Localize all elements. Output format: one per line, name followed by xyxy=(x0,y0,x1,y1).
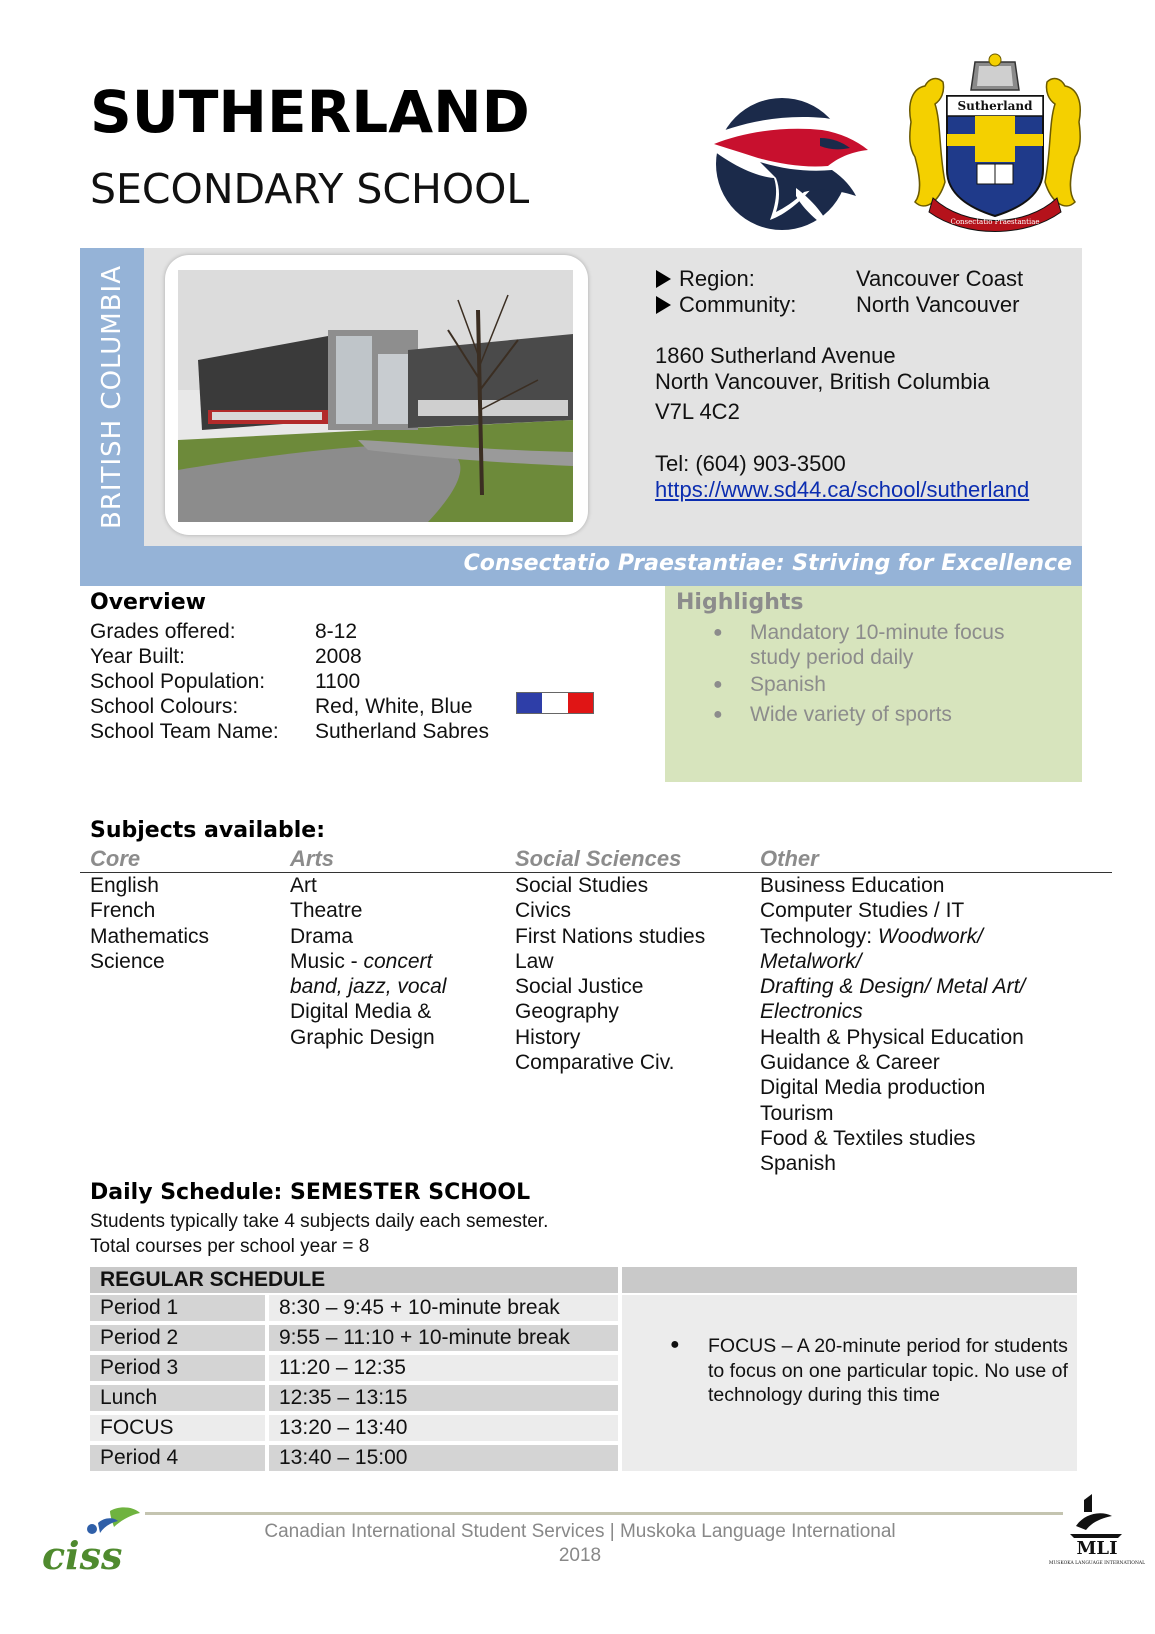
sabres-logo-icon xyxy=(700,92,890,232)
list-item: Tourism xyxy=(760,1101,834,1125)
overview-value: Red, White, Blue xyxy=(315,695,473,718)
mli-logo-text: MLI xyxy=(1076,1538,1118,1559)
social-sciences-list xyxy=(515,873,705,1075)
list-item: Law xyxy=(515,949,554,973)
list-item: English xyxy=(90,874,159,897)
overview-label: School Team Name: xyxy=(90,720,279,743)
school-colours-flag-icon xyxy=(516,692,594,714)
list-item: Science xyxy=(90,949,165,973)
list-item: Theatre xyxy=(290,899,363,923)
list-item xyxy=(760,924,1025,949)
flag-stripe-red xyxy=(568,693,593,713)
mli-logo-icon xyxy=(1048,1490,1146,1570)
schedule-time: 13:20 – 13:40 xyxy=(269,1415,618,1441)
address-line-1: 1860 Sutherland Avenue xyxy=(655,343,896,368)
footer-divider xyxy=(145,1512,1063,1515)
schedule-period: Period 2 xyxy=(90,1325,265,1351)
bullet-icon: ● xyxy=(670,1336,680,1353)
ciss-logo-icon xyxy=(40,1505,145,1578)
list-item: Food & Textiles studies xyxy=(760,1126,976,1150)
mli-logo-subtext: MUSKOKA LANGUAGE INTERNATIONAL xyxy=(1048,1561,1146,1566)
school-motto: Consectatio Praestantiae: Striving for Excellence xyxy=(463,551,1072,576)
highlight-item: Mandatory 10-minute focus study period daily xyxy=(750,621,1005,669)
overview-label: School Population: xyxy=(90,670,266,693)
subject-detail: concert xyxy=(363,949,433,973)
overview-value: Sutherland Sabres xyxy=(315,720,489,743)
schedule-time: 12:35 – 13:15 xyxy=(269,1385,618,1411)
schedule-time: 8:30 – 9:45 + 10-minute break xyxy=(269,1295,618,1321)
overview-value: 1100 xyxy=(315,670,361,693)
school-website-link[interactable]: https://www.sd44.ca/school/sutherland xyxy=(655,477,1030,502)
community-value: North Vancouver xyxy=(856,292,1020,317)
list-item: Health & Physical Education xyxy=(760,1025,1024,1049)
subject-detail: Woodwork/ xyxy=(877,924,983,948)
subject-name: Music - xyxy=(290,949,364,973)
schedule-period: Lunch xyxy=(90,1385,265,1411)
focus-note-text: FOCUS – A 20-minute period for students to focus on one particular topic. No use of technology during this time xyxy=(708,1335,1068,1406)
schedule-table-header-blank xyxy=(622,1267,1077,1293)
overview-label: School Colours: xyxy=(90,695,239,718)
highlight-item: Spanish xyxy=(750,673,826,696)
school-crest-logo-icon xyxy=(905,52,1085,237)
list-item: Metalwork/ xyxy=(760,949,862,973)
bullet-icon: ● xyxy=(713,676,723,693)
list-item: Digital Media & xyxy=(290,1000,432,1024)
community-row xyxy=(656,292,796,318)
region-value: Vancouver Coast xyxy=(856,266,1024,291)
bullet-icon: ● xyxy=(713,624,723,641)
core-subjects-list xyxy=(90,873,209,974)
crest-name-text: Sutherland xyxy=(957,99,1033,113)
schedule-period: Period 4 xyxy=(90,1445,265,1471)
schedule-time: 9:55 – 11:10 + 10-minute break xyxy=(269,1325,618,1351)
list-item: Social Justice xyxy=(515,975,644,999)
schedule-time: 13:40 – 15:00 xyxy=(269,1445,618,1471)
list-item: First Nations studies xyxy=(515,924,706,948)
region-row xyxy=(656,266,755,292)
list-item: Civics xyxy=(515,899,571,923)
footer-text xyxy=(200,1520,960,1568)
list-item: Social Studies xyxy=(515,874,649,897)
community-label: Community: xyxy=(679,292,797,317)
school-type-subtitle: SECONDARY SCHOOL xyxy=(90,165,530,213)
province-label-container xyxy=(80,248,144,546)
schedule-period: Period 1 xyxy=(90,1295,265,1321)
column-header-core: Core xyxy=(90,846,141,871)
list-item: Business Education xyxy=(760,874,945,897)
list-item: Guidance & Career xyxy=(760,1051,940,1075)
list-item: History xyxy=(515,1025,581,1049)
highlights-heading: Highlights xyxy=(676,590,804,615)
other-subjects-list xyxy=(760,873,1025,1177)
list-item: band, jazz, vocal xyxy=(290,975,447,999)
list-item: Digital Media production xyxy=(760,1076,986,1100)
list-item: Spanish xyxy=(760,1152,836,1176)
flag-stripe-white xyxy=(542,693,567,713)
overview-value: 8-12 xyxy=(315,620,358,643)
flag-stripe-blue xyxy=(517,693,542,713)
address-line-2: North Vancouver, British Columbia xyxy=(655,369,990,394)
school-building-photo xyxy=(178,270,573,522)
list-item: Drafting & Design/ Metal Art/ xyxy=(760,975,1026,999)
triangle-bullet-icon xyxy=(656,270,671,288)
subject-name: Technology: xyxy=(760,924,878,948)
list-item: Comparative Civ. xyxy=(515,1051,675,1075)
triangle-bullet-icon xyxy=(656,296,671,314)
column-header-arts: Arts xyxy=(290,846,335,871)
list-item: Drama xyxy=(290,924,354,948)
schedule-table-title: REGULAR SCHEDULE xyxy=(90,1267,618,1293)
schedule-period: FOCUS xyxy=(90,1415,265,1441)
footer-line-1: Canadian International Student Services | Muskoka Language International xyxy=(264,1521,896,1542)
list-item: French xyxy=(90,899,156,923)
list-item xyxy=(290,949,446,974)
schedule-heading: Daily Schedule: SEMESTER SCHOOL xyxy=(90,1180,531,1205)
list-item: Computer Studies / IT xyxy=(760,899,965,923)
school-name-title: SUTHERLAND xyxy=(90,78,530,146)
highlight-item: Wide variety of sports xyxy=(750,703,952,726)
arts-subjects-list xyxy=(290,873,446,1050)
list-item: Geography xyxy=(515,1000,619,1024)
schedule-period: Period 3 xyxy=(90,1355,265,1381)
schedule-description-1: Students typically take 4 subjects daily each semester. xyxy=(90,1211,549,1232)
region-label: Region: xyxy=(679,266,755,291)
list-item: Electronics xyxy=(760,1000,863,1024)
column-header-social-sciences: Social Sciences xyxy=(515,846,682,871)
list-item: Art xyxy=(290,874,317,897)
address-line-3: V7L 4C2 xyxy=(655,399,740,424)
overview-label: Grades offered: xyxy=(90,620,236,643)
schedule-description-2: Total courses per school year = 8 xyxy=(90,1236,370,1257)
schedule-time: 11:20 – 12:35 xyxy=(269,1355,618,1381)
overview-heading: Overview xyxy=(90,590,206,615)
ciss-logo-text: ciss xyxy=(42,1533,123,1578)
bullet-icon: ● xyxy=(713,706,723,723)
list-item: Mathematics xyxy=(90,924,210,948)
telephone: Tel: (604) 903-3500 xyxy=(655,451,846,476)
overview-label: Year Built: xyxy=(90,645,185,668)
crest-motto-text: Consectatio Praestantiae xyxy=(950,218,1040,226)
overview-value: 2008 xyxy=(315,645,362,668)
province-label: BRITISH COLUMBIA xyxy=(97,264,127,530)
list-item: Graphic Design xyxy=(290,1025,435,1049)
footer-line-2: 2018 xyxy=(558,1545,602,1566)
subjects-heading: Subjects available: xyxy=(90,818,325,843)
column-header-other: Other xyxy=(760,846,819,871)
